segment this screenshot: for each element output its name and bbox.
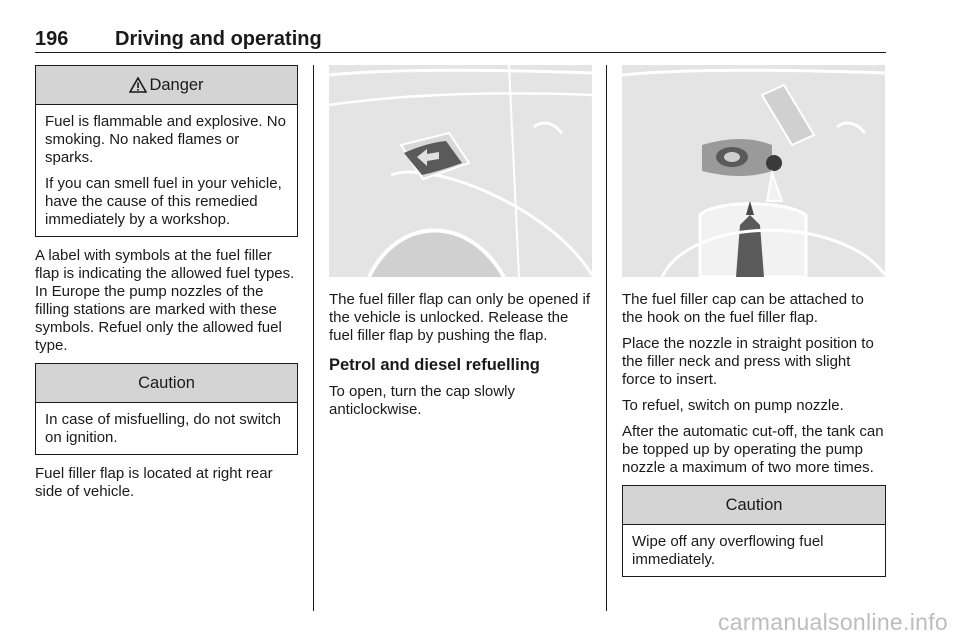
fuel-label-paragraph: A label with symbols at the fuel filler flap is indicating the allowed fuel types. In Europe the pump nozzles of the filling stations are marked with these symbols. Refuel only the allowed fuel type. bbox=[35, 247, 295, 354]
danger-title: Danger bbox=[149, 75, 204, 94]
caution-title: Caution bbox=[725, 495, 783, 514]
cap-hook-paragraph: The fuel filler cap can be attached to the hook on the fuel filler flap. bbox=[622, 291, 864, 326]
caution-text: In case of misfuelling, do not switch on ignition. bbox=[45, 411, 281, 446]
column-divider bbox=[606, 65, 607, 611]
caution-title: Caution bbox=[138, 373, 195, 392]
caution-box-overflow bbox=[622, 485, 886, 577]
column-right bbox=[622, 65, 886, 577]
fuel-flap-illustration bbox=[329, 65, 592, 277]
page-header bbox=[35, 28, 886, 53]
page-number: 196 bbox=[35, 28, 69, 50]
column-middle bbox=[329, 65, 592, 427]
danger-text-1: Fuel is flammable and explosive. No smoking. No naked flames or sparks. bbox=[45, 113, 286, 166]
danger-box bbox=[35, 65, 298, 237]
flap-location-paragraph: Fuel filler flap is located at right rear side of vehicle. bbox=[35, 465, 273, 500]
refuelling-heading: Petrol and diesel refuelling bbox=[329, 356, 540, 374]
column-left bbox=[35, 65, 298, 509]
warning-triangle-icon bbox=[129, 77, 147, 93]
caution-header bbox=[36, 364, 297, 403]
danger-header bbox=[36, 66, 297, 105]
column-divider bbox=[313, 65, 314, 611]
caution-header bbox=[623, 486, 885, 525]
watermark: carmanualsonline.info bbox=[717, 609, 948, 635]
flap-open-paragraph: The fuel filler flap can only be opened if the vehicle is unlocked. Release the fuel filler flap by pushing the flap. bbox=[329, 291, 590, 344]
open-cap-paragraph: To open, turn the cap slowly anticlockwise. bbox=[329, 383, 515, 418]
danger-text-2: If you can smell fuel in your vehicle, have the cause of this remedied immediately by a workshop. bbox=[45, 175, 282, 228]
section-title: Driving and operating bbox=[115, 28, 322, 50]
refuel-paragraph: To refuel, switch on pump nozzle. bbox=[622, 397, 844, 414]
caution-text: Wipe off any overflowing fuel immediately. bbox=[632, 533, 824, 568]
filler-cap-illustration bbox=[622, 65, 885, 277]
caution-box-misfuel bbox=[35, 363, 298, 455]
nozzle-paragraph: Place the nozzle in straight position to the filler neck and press with slight force to insert. bbox=[622, 335, 874, 388]
cutoff-paragraph: After the automatic cut-off, the tank can be topped up by operating the pump nozzle a maximum of two more times. bbox=[622, 423, 884, 476]
